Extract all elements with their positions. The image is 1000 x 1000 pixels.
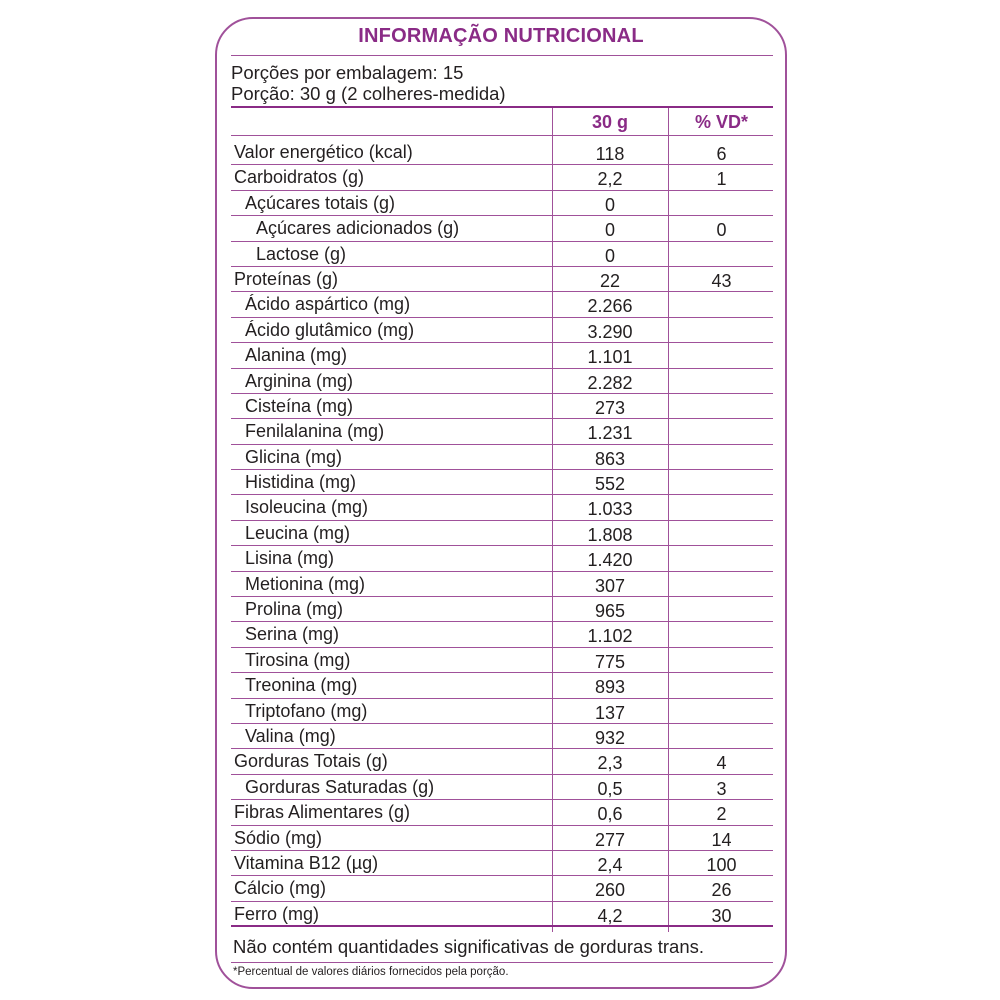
nutrient-name: Fibras Alimentares (g) [234,802,411,823]
table-row [231,876,773,901]
column-header-daily-value: % VD* [694,112,748,132]
nutrient-amount: 893 [594,677,626,698]
nutrient-amount: 0 [604,220,615,241]
nutrient-amount: 137 [594,702,626,723]
nutrient-name: Lactose (g) [256,243,347,264]
table-row [231,851,773,876]
nutrient-amount: 932 [594,727,626,748]
table-row [231,140,773,165]
nutrient-amount: 307 [594,575,626,596]
table-row [231,800,773,825]
nutrient-amount: 0,5 [597,778,623,799]
nutrient-daily-value: 30 [711,905,732,926]
table-row [231,749,773,774]
nutrient-amount: 1.102 [587,626,633,647]
nutrient-name: Açúcares adicionados (g) [256,218,460,239]
nutrient-amount: 863 [594,448,626,469]
nutrient-amount: 260 [594,880,626,901]
table-row [231,622,773,647]
table-row [231,597,773,622]
nutrient-amount: 1.808 [587,524,633,545]
nutrient-daily-value: 4 [716,753,727,774]
daily-value-footnote: *Percentual de valores diários fornecidos pela porção. [233,966,509,978]
nutrient-daily-value: 100 [706,854,737,875]
nutrient-name: Triptofano (mg) [245,700,368,721]
nutrient-name: Isoleucina (mg) [245,497,369,518]
table-row [231,445,773,470]
nutrient-daily-value: 3 [716,778,727,799]
nutrient-name: Ferro (mg) [234,903,319,924]
nutrient-amount: 2,3 [597,753,623,774]
table-row [231,369,773,394]
nutrient-name: Valina (mg) [245,725,336,746]
table-row [231,775,773,800]
nutrient-name: Prolina (mg) [245,599,344,620]
nutrient-amount: 118 [595,144,625,164]
table-row [231,419,773,444]
nutrient-daily-value: 0 [716,220,727,241]
table-row [231,826,773,851]
nutrient-amount: 1.101 [587,347,633,368]
nutrient-name: Proteínas (g) [234,268,339,289]
nutrient-amount: 1.420 [587,550,633,571]
table-row [231,267,773,292]
nutrient-name: Histidina (mg) [245,472,357,493]
nutrient-name: Sódio (mg) [234,827,323,848]
table-row [231,394,773,419]
nutrient-amount: 552 [594,474,626,495]
table-row [231,546,773,571]
table-row [231,699,773,724]
table-row [231,521,773,546]
label-title: INFORMAÇÃO NUTRICIONAL [358,25,644,47]
title-divider [231,55,773,56]
table-row [231,572,773,597]
table-row [231,902,773,927]
nutrient-name: Serina (mg) [245,624,340,645]
nutrient-amount: 2.266 [587,296,633,317]
table-row [231,648,773,673]
table-row [231,242,773,267]
nutrient-amount: 277 [594,829,626,850]
table-row [231,470,773,495]
nutrient-name: Arginina (mg) [245,370,354,391]
nutrient-name: Metionina (mg) [245,573,366,594]
table-row [231,724,773,749]
nutrient-name: Alanina (mg) [245,345,348,366]
table-row [231,191,773,216]
table-row [231,292,773,317]
serving-size: Porção: 30 g (2 colheres-medida) [231,83,506,104]
nutrient-amount: 1.231 [587,423,633,444]
nutrient-amount: 0,6 [597,804,623,825]
nutrient-amount: 2.282 [587,372,633,393]
nutrient-amount: 273 [594,397,626,418]
nutrient-daily-value: 1 [716,169,727,190]
nutrient-name: Fenilalanina (mg) [245,421,385,442]
table-row [231,673,773,698]
nutrient-table [231,140,773,927]
nutrient-name: Treonina (mg) [245,675,358,696]
nutrient-name: Gorduras Totais (g) [234,751,388,772]
table-row [231,343,773,368]
nutrient-daily-value: 43 [711,270,732,291]
nutrient-amount: 2,2 [597,169,623,190]
column-header-amount: 30 g [591,112,629,132]
table-row [231,165,773,190]
nutrient-amount: 1.033 [587,499,633,520]
nutrient-amount: 22 [599,270,621,291]
table-row [231,318,773,343]
nutrient-name: Ácido aspártico (mg) [245,294,411,315]
table-row [231,216,773,241]
nutrient-name: Glicina (mg) [245,446,343,467]
nutrient-amount: 3.290 [587,321,633,342]
nutrient-amount: 0 [604,194,615,215]
nutrient-daily-value: 14 [711,829,732,850]
nutrient-name: Ácido glutâmico (mg) [245,319,415,340]
nutrient-name: Gorduras Saturadas (g) [245,776,435,797]
nutrient-name: Lisina (mg) [245,548,335,569]
trans-fat-note: Não contém quantidades significativas de gorduras trans. [233,936,704,957]
nutrient-daily-value: 2 [716,804,727,825]
table-row [231,495,773,520]
nutrient-amount: 4,2 [597,905,623,926]
nutrient-daily-value: 26 [711,880,732,901]
nutrient-name: Carboidratos (g) [234,167,365,188]
nutrition-facts-label [215,17,787,989]
nutrient-name: Açúcares totais (g) [245,192,396,213]
servings-per-package: Porções por embalagem: 15 [231,62,464,83]
nutrient-name: Vitamina B12 (µg) [234,852,379,873]
nutrient-name: Leucina (mg) [245,522,351,543]
nutrient-name: Cisteína (mg) [245,395,354,416]
nutrient-amount: 775 [594,651,626,672]
footnote-divider [231,962,773,963]
nutrient-amount: 965 [594,601,626,622]
nutrient-daily-value: 6 [716,144,727,164]
table-header-row [231,108,773,136]
nutrient-amount: 0 [604,245,615,266]
nutrient-name: Valor energético (kcal) [234,142,413,162]
nutrient-name: Tirosina (mg) [245,649,351,670]
nutrient-amount: 2,4 [597,854,623,875]
nutrient-name: Cálcio (mg) [234,878,327,899]
